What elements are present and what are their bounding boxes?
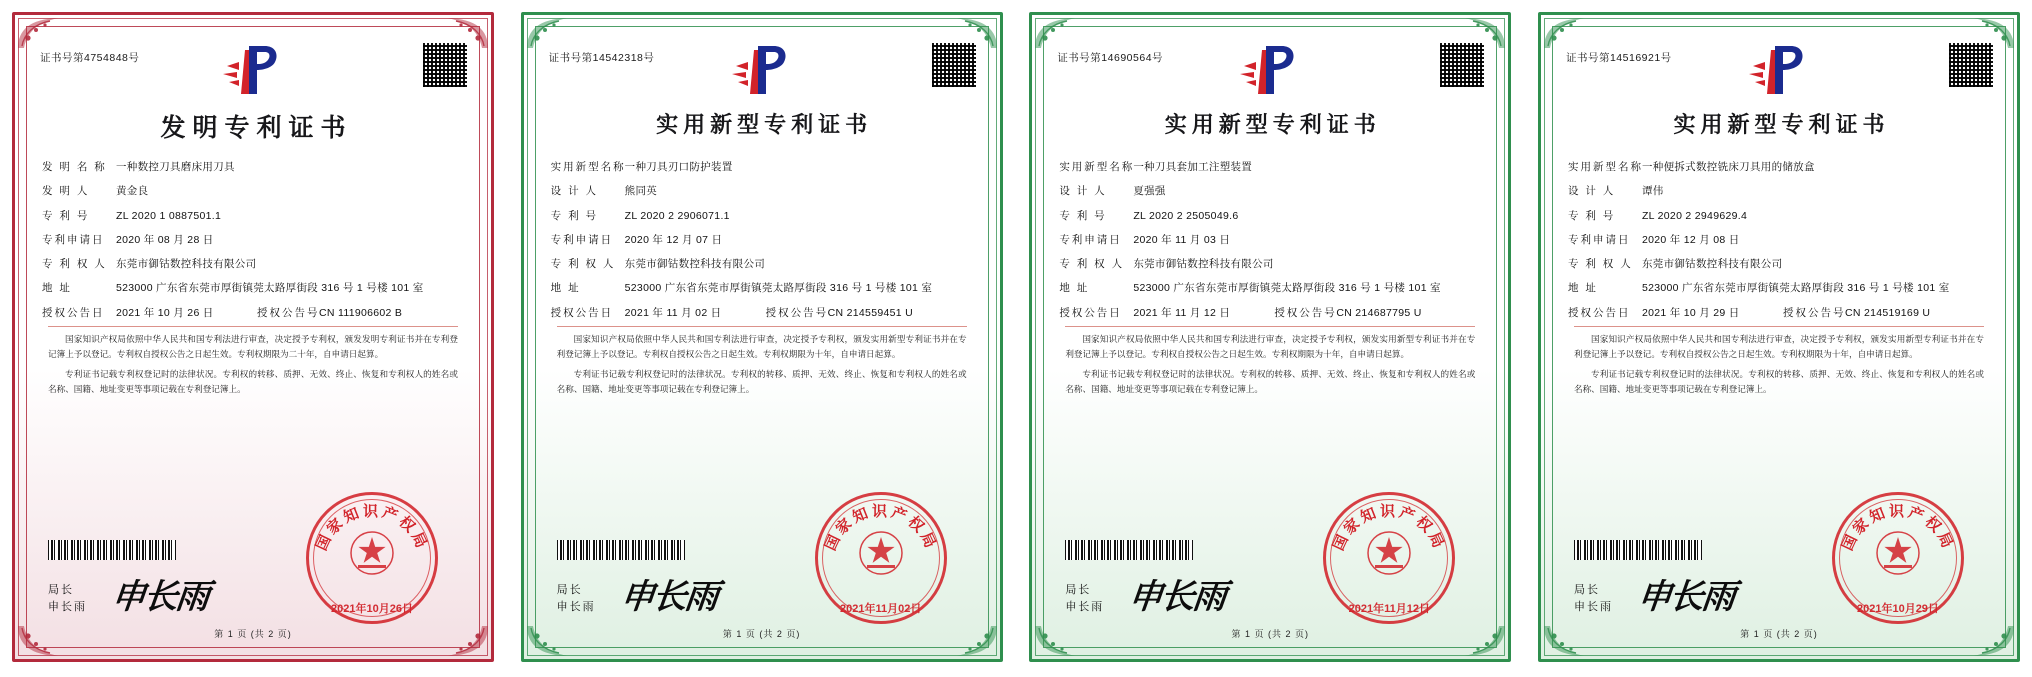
- field-label: 实用新型名称: [550, 161, 626, 173]
- field-value: 东莞市御钴数控科技有限公司: [624, 258, 766, 270]
- field-row: [1059, 160, 1481, 176]
- legal-paragraph: 专利证书记载专利权登记时的法律状况。专利权的转移、质押、无效、终止、恢复和专利权人的姓名或名称、国籍、地址变更等事项记载在专利登记簿上。: [1065, 369, 1476, 395]
- field-value: 2021 年 10 月 29 日: [1641, 306, 1740, 319]
- seal-date: 2021年10月29日: [1856, 603, 1939, 615]
- grant-date-group: [42, 306, 257, 322]
- patent-certificate: [4, 6, 502, 668]
- director-signature: 申长雨: [618, 579, 719, 616]
- field-row: [1568, 209, 1990, 225]
- field-label: 地 址: [550, 282, 581, 295]
- legal-paragraphs: [557, 332, 967, 402]
- field-label: 授权公告日: [1059, 306, 1122, 319]
- field-value: 2020 年 08 月 28 日: [116, 233, 214, 246]
- section-divider: [557, 326, 967, 327]
- field-label: 专 利 号: [550, 209, 598, 222]
- field-label: 授权公告号: [257, 306, 320, 319]
- qr-code-icon: [1948, 42, 1994, 88]
- field-value: 一种刀具刃口防护装置: [624, 161, 733, 173]
- field-row: [1568, 160, 1990, 176]
- field-label: 授权公告号: [1274, 306, 1337, 319]
- field-value: 2020 年 12 月 08 日: [1641, 233, 1740, 246]
- seal-emblem-icon: [858, 530, 904, 576]
- seal-emblem-icon: [1366, 530, 1412, 576]
- field-value: 东莞市御钴数控科技有限公司: [1133, 258, 1274, 270]
- field-label: 专利申请日: [550, 233, 614, 246]
- director-title-label: 局长: [556, 583, 583, 596]
- field-label: 专利申请日: [1567, 233, 1631, 246]
- page-number: 第 1 页 (共 2 页): [1740, 629, 1818, 639]
- field-value: CN 214687795 U: [1336, 306, 1422, 319]
- field-label: 授权公告日: [1567, 306, 1631, 319]
- field-value: ZL 2020 2 2906071.1: [624, 209, 730, 222]
- certificate-number: 证书号第4754848号: [40, 52, 140, 64]
- grant-date-group: [551, 306, 766, 322]
- field-row: [42, 257, 464, 273]
- field-value: CN 214519169 U: [1844, 306, 1931, 319]
- field-label: 地 址: [1567, 282, 1598, 295]
- qr-code-icon: [1439, 42, 1485, 88]
- field-label: 专 利 号: [1059, 209, 1107, 222]
- director-name-label: 申长雨: [1065, 600, 1105, 613]
- svg-text:国家知识产权局: 国家知识产权局: [1838, 503, 1957, 554]
- field-row: [1059, 257, 1481, 273]
- director-labels: [557, 582, 596, 616]
- field-label: 授权公告号: [1782, 306, 1846, 319]
- field-row-split: [551, 306, 973, 322]
- page-number: 第 1 页 (共 2 页): [1231, 629, 1310, 639]
- svg-text:国家知识产权局: 国家知识产权局: [1330, 503, 1449, 554]
- field-value: 2021 年 11 月 02 日: [624, 306, 722, 319]
- director-title-label: 局长: [1065, 583, 1092, 596]
- page-number: 第 1 页 (共 2 页): [722, 629, 801, 639]
- certificate-title: 实用新型专利证书: [1673, 112, 1890, 137]
- field-value: 东莞市御钴数控科技有限公司: [116, 258, 257, 270]
- field-value: 谭伟: [1641, 185, 1664, 198]
- director-signature: 申长雨: [1635, 579, 1736, 616]
- legal-paragraph: 国家知识产权局依照中华人民共和国专利法进行审查，决定授予专利权，颁发实用新型专利证书并在专利登记簿上予以登记。专利权自授权公告之日起生效。专利权期限为十年，自申请日起算。: [1065, 334, 1476, 360]
- field-label: 授权公告号: [765, 306, 829, 319]
- barcode-icon: [1065, 540, 1193, 560]
- certificate-title: 发明专利证书: [160, 115, 353, 142]
- director-name-label: 申长雨: [556, 600, 596, 613]
- field-row: [42, 281, 464, 297]
- grant-date-group: [1568, 306, 1783, 322]
- section-divider: [48, 326, 458, 327]
- barcode-icon: [557, 540, 685, 560]
- field-row: [1568, 233, 1990, 249]
- field-value: 523000 广东省东莞市厚街镇莞太路厚街段 316 号 1 号楼 101 室: [1641, 282, 1950, 295]
- director-signature: 申长雨: [1126, 579, 1227, 616]
- field-label: 实用新型名称: [1059, 161, 1135, 173]
- legal-paragraph: 国家知识产权局依照中华人民共和国专利法进行审查，决定授予专利权，颁发实用新型专利证书并在专利登记簿上予以登记。专利权自授权公告之日起生效。专利权期限为十年，自申请日起算。: [1573, 334, 1984, 360]
- field-value: 523000 广东省东莞市厚街镇莞太路厚街段 316 号 1 号楼 101 室: [624, 282, 933, 295]
- official-seal: [306, 492, 438, 624]
- field-value: 2021 年 10 月 26 日: [116, 306, 214, 319]
- grant-number-group: [1274, 306, 1481, 322]
- field-label: 授权公告日: [550, 306, 614, 319]
- patent-certificate: [1021, 6, 1519, 668]
- certificate-content: [1051, 32, 1489, 642]
- seal-emblem-icon: [1875, 530, 1921, 576]
- legal-paragraph: 专利证书记载专利权登记时的法律状况。专利权的转移、质押、无效、终止、恢复和专利权人的姓名或名称、国籍、地址变更等事项记载在专利登记簿上。: [1573, 369, 1984, 395]
- section-divider: [1574, 326, 1984, 327]
- field-row: [551, 160, 973, 176]
- legal-paragraphs: [1574, 332, 1984, 402]
- official-seal: [1832, 492, 1964, 624]
- field-row-split: [1059, 306, 1481, 322]
- director-title-label: 局长: [48, 583, 74, 596]
- field-value: 一种数控刀具磨床用刀具: [116, 161, 235, 173]
- field-row: [1568, 281, 1990, 297]
- field-value: 一种刀具套加工注塑装置: [1133, 161, 1253, 173]
- cnipa-logo-icon: [1731, 40, 1827, 100]
- field-value: ZL 2020 2 2505049.6: [1133, 209, 1239, 222]
- seal-date: 2021年11月12日: [1348, 603, 1430, 615]
- cnipa-logo-icon: [1222, 40, 1318, 100]
- field-row-split: [1568, 306, 1990, 322]
- field-label: 实用新型名称: [1567, 161, 1643, 173]
- certificate-fields: [1059, 160, 1481, 330]
- seal-date: 2021年10月26日: [331, 603, 413, 615]
- legal-paragraph: 专利证书记载专利权登记时的法律状况。专利权的转移、质押、无效、终止、恢复和专利权人的姓名或名称、国籍、地址变更等事项记载在专利登记簿上。: [556, 369, 967, 395]
- seal-emblem-icon: [349, 530, 395, 576]
- grant-number-group: [1783, 306, 1990, 322]
- field-row: [1059, 184, 1481, 200]
- field-row-split: [42, 306, 464, 322]
- field-label: 设 计 人: [1059, 185, 1107, 198]
- svg-text:国家知识产权局: 国家知识产权局: [313, 503, 431, 554]
- legal-paragraph: 国家知识产权局依照中华人民共和国专利法进行审查，决定授予专利权，颁发实用新型专利证书并在专利登记簿上予以登记。专利权自授权公告之日起生效。专利权期限为十年，自申请日起算。: [556, 334, 967, 360]
- qr-code-icon: [931, 42, 977, 88]
- certificate-title: 实用新型专利证书: [1164, 112, 1381, 137]
- legal-paragraphs: [1065, 332, 1475, 402]
- field-value: ZL 2020 2 2949629.4: [1641, 209, 1748, 222]
- legal-paragraphs: [48, 332, 458, 402]
- cnipa-logo-icon: [205, 40, 301, 100]
- field-row: [551, 281, 973, 297]
- patent-certificate: [513, 6, 1011, 668]
- certificate-title: 实用新型专利证书: [656, 112, 873, 137]
- field-label: 设 计 人: [1567, 185, 1616, 198]
- certificate-fields: [1568, 160, 1990, 330]
- field-value: 黄金良: [116, 185, 149, 198]
- field-label: 设 计 人: [550, 185, 598, 198]
- cnipa-logo-icon: [714, 40, 810, 100]
- certificate-number: 证书号第14690564号: [1057, 52, 1164, 64]
- field-value: CN 111906602 B: [319, 306, 403, 319]
- field-label: 授权公告日: [42, 306, 105, 319]
- legal-paragraph: 国家知识产权局依照中华人民共和国专利法进行审查，决定授予专利权，颁发发明专利证书并在专利登记簿上予以登记。专利权自授权公告之日起生效。专利权期限为二十年，自申请日起算。: [48, 334, 458, 360]
- field-value: 夏强强: [1133, 185, 1166, 198]
- grant-number-group: [766, 306, 973, 322]
- field-value: CN 214559451 U: [827, 306, 913, 319]
- field-row: [1059, 281, 1481, 297]
- field-value: 东莞市御钴数控科技有限公司: [1641, 258, 1783, 270]
- field-label: 发 明 名 称: [42, 161, 107, 173]
- field-value: ZL 2020 1 0887501.1: [116, 209, 222, 222]
- certificate-fields: [42, 160, 464, 330]
- director-title-label: 局长: [1573, 583, 1600, 596]
- field-value: 2020 年 12 月 07 日: [624, 233, 723, 246]
- barcode-icon: [48, 540, 176, 560]
- svg-text:国家知识产权局: 国家知识产权局: [821, 503, 940, 554]
- field-row: [551, 233, 973, 249]
- field-label: 专利申请日: [42, 233, 105, 246]
- field-row: [1059, 209, 1481, 225]
- field-row: [42, 160, 464, 176]
- field-row: [551, 209, 973, 225]
- director-labels: [1065, 582, 1104, 616]
- certificate-content: [1560, 32, 1998, 642]
- qr-code-icon: [422, 42, 468, 88]
- field-label: 专 利 号: [1567, 209, 1616, 222]
- official-seal: [815, 492, 947, 624]
- certificate-number: 证书号第14542318号: [548, 52, 655, 64]
- seal-date: 2021年11月02日: [839, 603, 922, 615]
- certificate-content: [543, 32, 981, 642]
- field-label: 地 址: [42, 282, 72, 295]
- field-value: 2020 年 11 月 03 日: [1133, 233, 1231, 246]
- grant-number-group: [257, 306, 464, 322]
- field-label: 发 明 人: [42, 185, 90, 198]
- field-row: [42, 233, 464, 249]
- barcode-icon: [1574, 540, 1702, 560]
- field-label: 专 利 权 人: [1059, 258, 1125, 270]
- field-value: 熊同英: [624, 185, 658, 198]
- field-row: [42, 184, 464, 200]
- certificate-number: 证书号第14516921号: [1565, 52, 1672, 64]
- field-label: 地 址: [1059, 282, 1090, 295]
- field-label: 专 利 权 人: [1567, 258, 1633, 270]
- field-row: [1568, 184, 1990, 200]
- field-row: [551, 184, 973, 200]
- grant-date-group: [1059, 306, 1274, 322]
- director-labels: [48, 582, 87, 616]
- field-value: 523000 广东省东莞市厚街镇莞太路厚街段 316 号 1 号楼 101 室: [116, 282, 424, 295]
- field-label: 专 利 号: [42, 209, 90, 222]
- field-value: 一种便拆式数控铣床刀具用的储放盒: [1641, 161, 1815, 173]
- field-row: [42, 209, 464, 225]
- director-labels: [1574, 582, 1613, 616]
- field-row: [1059, 233, 1481, 249]
- field-label: 专利申请日: [1059, 233, 1122, 246]
- certificate-fields: [551, 160, 973, 330]
- page-number: 第 1 页 (共 2 页): [214, 629, 292, 639]
- section-divider: [1065, 326, 1475, 327]
- director-name-label: 申长雨: [48, 600, 87, 613]
- patent-certificate: [1530, 6, 2028, 668]
- field-label: 专 利 权 人: [42, 258, 107, 270]
- official-seal: [1323, 492, 1455, 624]
- director-name-label: 申长雨: [1573, 600, 1613, 613]
- field-label: 专 利 权 人: [550, 258, 616, 270]
- legal-paragraph: 专利证书记载专利权登记时的法律状况。专利权的转移、质押、无效、终止、恢复和专利权人的姓名或名称、国籍、地址变更等事项记载在专利登记簿上。: [48, 369, 458, 395]
- field-row: [1568, 257, 1990, 273]
- field-value: 523000 广东省东莞市厚街镇莞太路厚街段 316 号 1 号楼 101 室: [1133, 282, 1441, 295]
- director-signature: 申长雨: [109, 579, 210, 616]
- field-row: [551, 257, 973, 273]
- certificate-content: [34, 32, 472, 642]
- field-value: 2021 年 11 月 12 日: [1133, 306, 1231, 319]
